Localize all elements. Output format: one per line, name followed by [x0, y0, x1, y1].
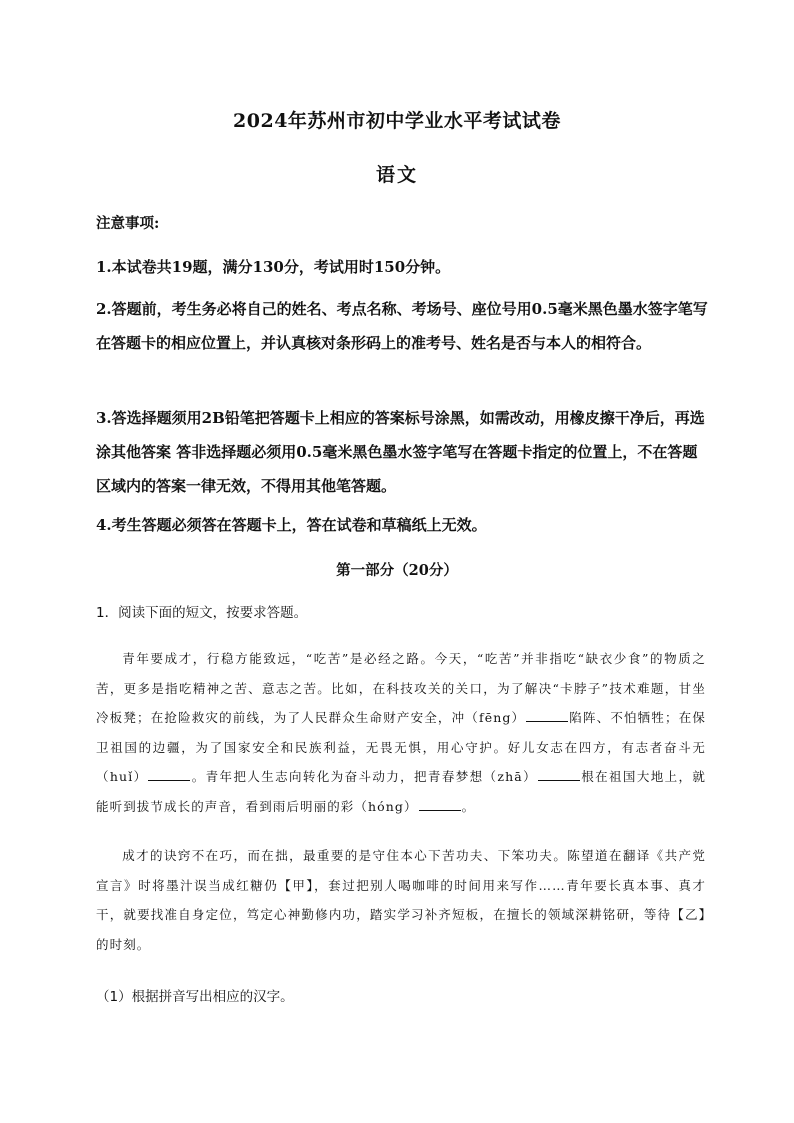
notice-item-1: 1.本试卷共19题，满分130分，考试用时150分钟。: [96, 258, 451, 276]
answer-blank: [419, 798, 461, 811]
subject-title: 语文: [375, 164, 418, 186]
passage-paragraph-1: [96, 644, 706, 821]
passage-text: 青年要成才，行稳方能致远，“吃苦”是必经之路。今天，“吃苦”并非指吃“缺衣少食”的物质之苦，更多是指吃精神之苦、意志之苦。比如，在科技攻关的关口，为了解决“卡脖子”技术难题，甘坐冷板凳；在抢险救灾的前线，为了人民群众生命财产安全，冲（fēng）: [96, 651, 706, 725]
passage-paragraph-2: 成才的诀窍不在巧，而在拙，最重要的是守住本心下苦功夫、下笨功夫。陈望道在翻译《共产党宣言》时将墨汁误当成红糖仍【甲】，套过把别人喝咖啡的时间用来写作……青年要长真本事、真才干，就要找准自身定位，笃定心神勤修内功，踏实学习补齐短板，在擅长的领域深耕铭研，等待【乙】的时刻。: [96, 848, 706, 952]
answer-blank: [526, 709, 568, 722]
passage-text: 根在祖国大地上，就能听到拔节成长的声音，看到雨后明丽的彩（hóng）: [96, 769, 706, 814]
exam-title: 2024年苏州市初中学业水平考试试卷: [233, 110, 561, 132]
passage-text: 陷阵、不怕牺牲；在保卫祖国的边疆，为了国家安全和民族利益，无畏无惧，用心守护。好儿女志在四方，有志者奋斗无（huǐ）: [96, 710, 706, 784]
sub-question-1: （1）根据拼音写出相应的汉字。: [96, 989, 294, 1005]
answer-blank: [538, 768, 580, 781]
notice-item-4: 4.考生答题必须答在答题卡上，答在试卷和草稿纸上无效。: [96, 516, 487, 534]
passage-text: 。青年把人生志向转化为奋斗动力，把青春梦想（zhā）: [191, 769, 537, 784]
notice-heading: 注意事项:: [96, 215, 160, 232]
question-1-prompt: 1．阅读下面的短文，按要求答题。: [96, 605, 308, 621]
passage-text: 。: [461, 798, 476, 814]
part-one-heading: 第一部分（20分）: [336, 562, 458, 579]
notice-item-3: 3.答选择题须用2B铅笔把答题卡上相应的答案标号涂黑，如需改动，用橡皮擦干净后，再选涂其他答案 答非选择题必须用0.5毫米黑色墨水签字笔写在答题卡指定的位置上，不在答题区域内的答案一律无效，不得用其他笔答题。: [96, 409, 705, 495]
answer-blank: [148, 768, 190, 781]
notice-item-2: 2.答题前，考生务必将自己的姓名、考点名称、考场号、座位号用0.5毫米黑色墨水签字笔写在答题卡的相应位置上，并认真核对条形码上的准考号、姓名是否与本人的相符合。: [96, 300, 708, 352]
